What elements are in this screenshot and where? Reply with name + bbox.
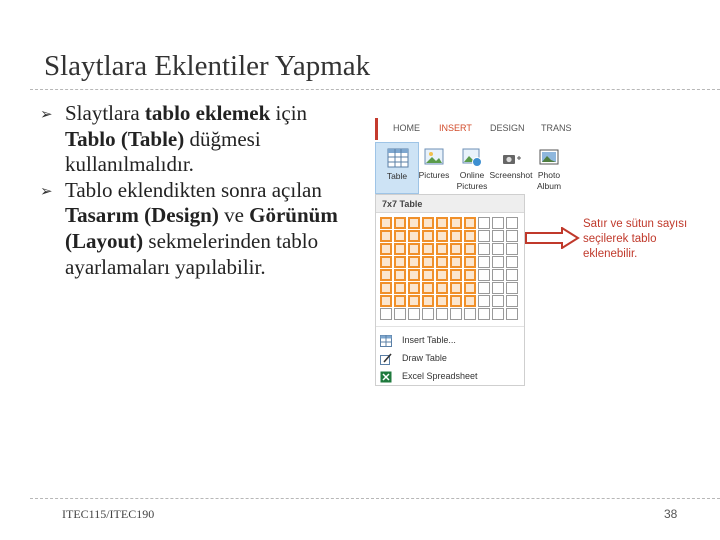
grid-cell[interactable] — [450, 269, 462, 281]
grid-cell[interactable] — [478, 243, 490, 255]
callout-arrow-icon — [524, 227, 580, 249]
grid-cell[interactable] — [394, 308, 406, 320]
grid-cell[interactable] — [464, 243, 476, 255]
grid-cell[interactable] — [380, 269, 392, 281]
grid-cell[interactable] — [492, 256, 504, 268]
menu-item-label: Excel Spreadsheet — [402, 371, 478, 381]
grid-cell[interactable] — [380, 256, 392, 268]
grid-cell[interactable] — [492, 230, 504, 242]
grid-cell[interactable] — [464, 230, 476, 242]
grid-cell[interactable] — [436, 230, 448, 242]
tab-home[interactable]: HOME — [393, 123, 420, 133]
grid-cell[interactable] — [478, 230, 490, 242]
grid-cell[interactable] — [506, 308, 518, 320]
grid-cell[interactable] — [464, 269, 476, 281]
grid-cell[interactable] — [394, 243, 406, 255]
tab-design[interactable]: DESIGN — [490, 123, 525, 133]
screenshot-icon — [500, 147, 522, 167]
table-button-label: Table — [386, 171, 408, 181]
bullet-item-1 — [40, 101, 358, 178]
slide-title: Slaytlara Eklentiler Yapmak — [44, 50, 371, 82]
grid-cell[interactable] — [492, 308, 504, 320]
bullet2-bold1: Tasarım (Design) — [65, 203, 219, 228]
online-pictures-button[interactable] — [450, 142, 494, 194]
photo-album-icon — [538, 147, 560, 167]
grid-cell[interactable] — [478, 217, 490, 229]
bullet1-bold1: tablo eklemek — [144, 101, 271, 125]
grid-cell[interactable] — [478, 295, 490, 307]
grid-cell[interactable] — [492, 269, 504, 281]
excel-icon — [380, 371, 392, 383]
bullet-item-2 — [40, 178, 358, 280]
grid-cell[interactable] — [506, 282, 518, 294]
grid-cell[interactable] — [492, 243, 504, 255]
grid-cell[interactable] — [394, 217, 406, 229]
grid-cell[interactable] — [394, 295, 406, 307]
grid-cell[interactable] — [450, 282, 462, 294]
grid-cell[interactable] — [506, 256, 518, 268]
grid-cell[interactable] — [408, 217, 420, 229]
grid-cell[interactable] — [450, 295, 462, 307]
grid-cell[interactable] — [436, 217, 448, 229]
grid-cell[interactable] — [450, 308, 462, 320]
bullet-list — [40, 101, 358, 280]
arrow-bullet-icon: ➢ — [40, 105, 53, 123]
tab-insert[interactable]: INSERT — [439, 123, 472, 133]
grid-cell[interactable] — [506, 217, 518, 229]
grid-cell[interactable] — [436, 269, 448, 281]
course-code: ITEC115/ITEC190 — [62, 507, 155, 521]
grid-cell[interactable] — [464, 308, 476, 320]
photo-album-button[interactable] — [527, 142, 571, 194]
grid-cell[interactable] — [380, 308, 392, 320]
grid-cell[interactable] — [450, 243, 462, 255]
insert-table-icon — [380, 335, 392, 347]
page-number: 38 — [664, 507, 678, 521]
grid-cell[interactable] — [436, 243, 448, 255]
menu-divider — [376, 326, 524, 327]
grid-cell[interactable] — [506, 269, 518, 281]
grid-cell[interactable] — [408, 256, 420, 268]
menu-item-excel-spreadsheet[interactable] — [380, 368, 520, 386]
grid-cell[interactable] — [380, 282, 392, 294]
grid-cell[interactable] — [422, 256, 434, 268]
bullet2-text1: Tablo eklendikten sonra açılan — [65, 177, 322, 202]
bullet1-text1: Slaytlara — [65, 101, 145, 125]
grid-cell[interactable] — [408, 243, 420, 255]
grid-cell[interactable] — [422, 269, 434, 281]
grid-cell[interactable] — [450, 230, 462, 242]
grid-cell[interactable] — [422, 217, 434, 229]
grid-cell[interactable] — [506, 230, 518, 242]
tab-transitions[interactable]: TRANS — [541, 123, 572, 133]
grid-cell[interactable] — [422, 230, 434, 242]
grid-cell[interactable] — [408, 269, 420, 281]
footer-divider — [30, 498, 720, 499]
menu-item-label: Insert Table... — [402, 335, 456, 345]
online-pictures-icon — [461, 147, 483, 167]
bullet1-text2: için — [270, 101, 308, 125]
grid-cell[interactable] — [408, 308, 420, 320]
title-divider — [30, 89, 720, 90]
grid-cell[interactable] — [380, 230, 392, 242]
menu-item-label: Draw Table — [402, 353, 447, 363]
grid-cell[interactable] — [436, 282, 448, 294]
pictures-icon — [423, 147, 445, 167]
grid-cell[interactable] — [422, 295, 434, 307]
grid-cell[interactable] — [394, 256, 406, 268]
grid-cell[interactable] — [464, 282, 476, 294]
ribbon-tabs — [375, 118, 573, 140]
grid-cell[interactable] — [492, 217, 504, 229]
grid-cell[interactable] — [464, 256, 476, 268]
grid-cell[interactable] — [478, 308, 490, 320]
table-icon — [387, 148, 409, 168]
grid-cell[interactable] — [492, 295, 504, 307]
pictures-button-label: Pictures — [418, 170, 450, 180]
grid-cell[interactable] — [478, 256, 490, 268]
grid-cell[interactable] — [436, 295, 448, 307]
grid-cell[interactable] — [408, 295, 420, 307]
grid-cell[interactable] — [450, 256, 462, 268]
draw-table-icon — [380, 353, 392, 365]
grid-cell[interactable] — [506, 243, 518, 255]
grid-cell[interactable] — [394, 269, 406, 281]
menu-item-draw-table[interactable] — [380, 350, 520, 368]
grid-cell[interactable] — [422, 308, 434, 320]
bullet2-bold2: Görünüm (Layout) — [65, 203, 338, 253]
grid-size-label: 7x7 Table — [376, 195, 524, 213]
grid-cell[interactable] — [450, 217, 462, 229]
grid-cell[interactable] — [436, 256, 448, 268]
grid-cell[interactable] — [464, 217, 476, 229]
screenshot-button-label: Screenshot — [489, 170, 533, 180]
grid-cell[interactable] — [422, 282, 434, 294]
grid-cell[interactable] — [422, 243, 434, 255]
grid-cell[interactable] — [492, 282, 504, 294]
bullet1-text3: düğmesi kullanılmalıdır. — [65, 126, 261, 177]
grid-cell[interactable] — [478, 269, 490, 281]
arrow-bullet-icon: ➢ — [40, 181, 53, 200]
grid-cell[interactable] — [464, 295, 476, 307]
online-pictures-button-label: Online Pictures — [456, 170, 488, 191]
bullet1-bold2: Tablo (Table) — [65, 126, 185, 151]
grid-cell[interactable] — [394, 230, 406, 242]
grid-cell[interactable] — [380, 243, 392, 255]
bullet2-text3: sekmelerinden tablo ayarlamaları yapılabilir. — [65, 228, 319, 279]
grid-cell[interactable] — [380, 217, 392, 229]
bullet2-text2: ve — [218, 203, 250, 228]
grid-cell[interactable] — [436, 308, 448, 320]
grid-cell[interactable] — [380, 295, 392, 307]
photo-album-button-label: Photo Album — [536, 170, 562, 191]
grid-cell[interactable] — [408, 282, 420, 294]
menu-item-insert-table[interactable] — [380, 332, 520, 350]
grid-cell[interactable] — [408, 230, 420, 242]
grid-cell[interactable] — [394, 282, 406, 294]
insert-table-dropdown — [375, 194, 525, 386]
callout-text: Satır ve sütun sayısı seçilerek tablo eklenebilir. — [583, 218, 688, 260]
grid-cell[interactable] — [506, 295, 518, 307]
grid-cell[interactable] — [478, 282, 490, 294]
